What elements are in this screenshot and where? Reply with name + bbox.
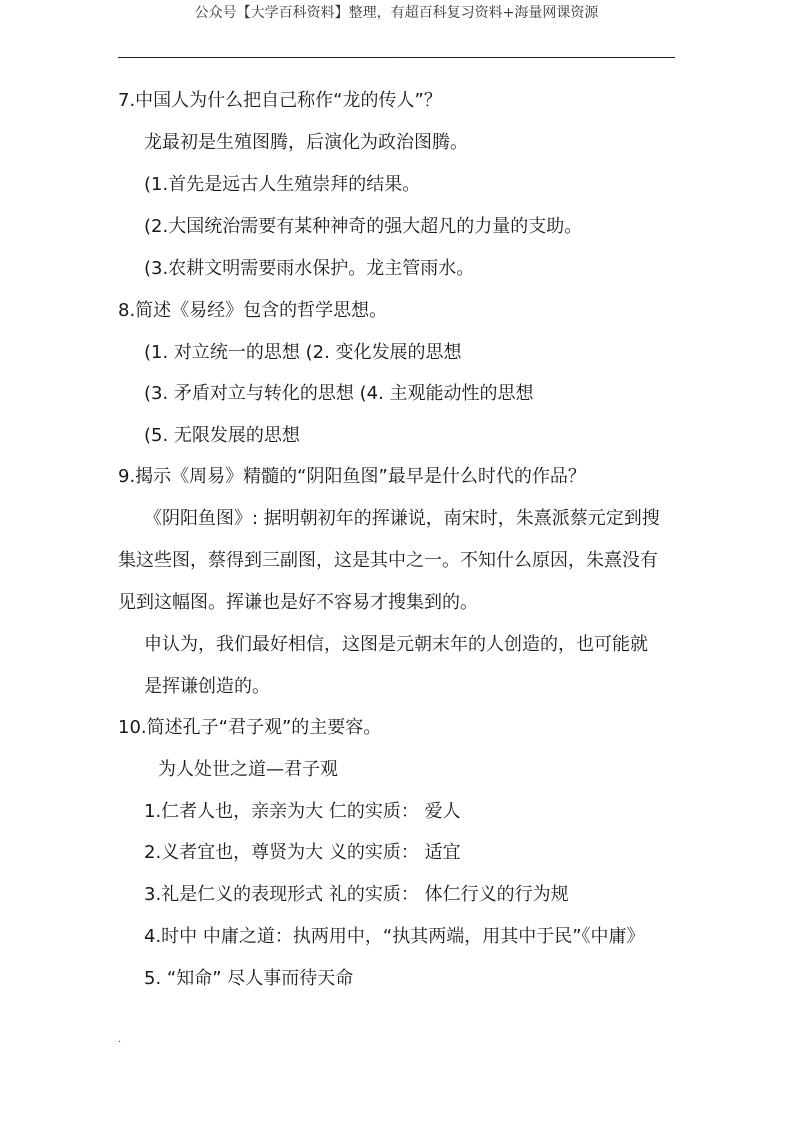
answer-10-point-4: 4.时中 中庸之道：执两用中，“执其两端，用其中于民”《中庸》 — [144, 926, 645, 947]
answer-10-point-1: 1.仁者人也，亲亲为大 仁的实质： 爱人 — [144, 801, 461, 822]
answer-8-line-1: (1. 对立统一的思想 (2. 变化发展的思想 — [144, 342, 462, 363]
answer-9-para-1: 见到这幅图。挥谦也是好不容易才搜集到的。 — [118, 592, 478, 613]
question-9: 9.揭示《周易》精髓的“阴阳鱼图”最早是什么时代的作品？ — [118, 466, 586, 487]
answer-7-point-2: (2.大国统治需要有某种神奇的强大超凡的力量的支助。 — [144, 216, 583, 237]
question-10: 10.简述孔子“君子观”的主要容。 — [118, 717, 382, 738]
answer-10-point-2: 2.义者宜也，尊贤为大 义的实质： 适宜 — [144, 842, 461, 863]
answer-10-point-3: 3.礼是仁义的表现形式 礼的实质： 体仁行义的行为规 — [144, 884, 569, 905]
answer-10-point-5: 5. “知命” 尽人事而待天命 — [144, 968, 354, 989]
question-8: 8.简述《易经》包含的哲学思想。 — [118, 300, 388, 321]
footer-mark: . — [118, 1034, 122, 1045]
answer-9-para-1: 集这些图，蔡得到三副图，这是其中之一。不知什么原因，朱熹没有 — [118, 550, 658, 571]
question-7: 7.中国人为什么把自己称作“龙的传人”？ — [118, 90, 442, 111]
page-header: 公众号【大学百科资料】整理，有超百科复习资料+海量网课资源 — [194, 5, 599, 21]
answer-9-para-2: 申认为，我们最好相信，这图是元朝末年的人创造的，也可能就 — [144, 634, 648, 655]
answer-9-para-2: 是挥谦创造的。 — [144, 676, 270, 697]
answer-9-para-1: 《阴阳鱼图》: 据明朝初年的挥谦说，南宋时，朱熹派蔡元定到搜 — [144, 508, 660, 529]
answer-7-point-3: (3.农耕文明需要雨水保护。龙主管雨水。 — [144, 258, 475, 279]
header-rule — [118, 57, 675, 58]
answer-7-point-1: (1.首先是远古人生殖崇拜的结果。 — [144, 174, 421, 195]
answer-8-line-2: (3. 矛盾对立与转化的思想 (4. 主观能动性的思想 — [144, 383, 534, 404]
header-rule-mark: . — [396, 50, 400, 61]
answer-7-intro: 龙最初是生殖图腾，后演化为政治图腾。 — [144, 132, 468, 153]
answer-8-line-3: (5. 无限发展的思想 — [144, 425, 300, 446]
answer-10-intro: 为人处世之道—君子观 — [158, 759, 338, 780]
